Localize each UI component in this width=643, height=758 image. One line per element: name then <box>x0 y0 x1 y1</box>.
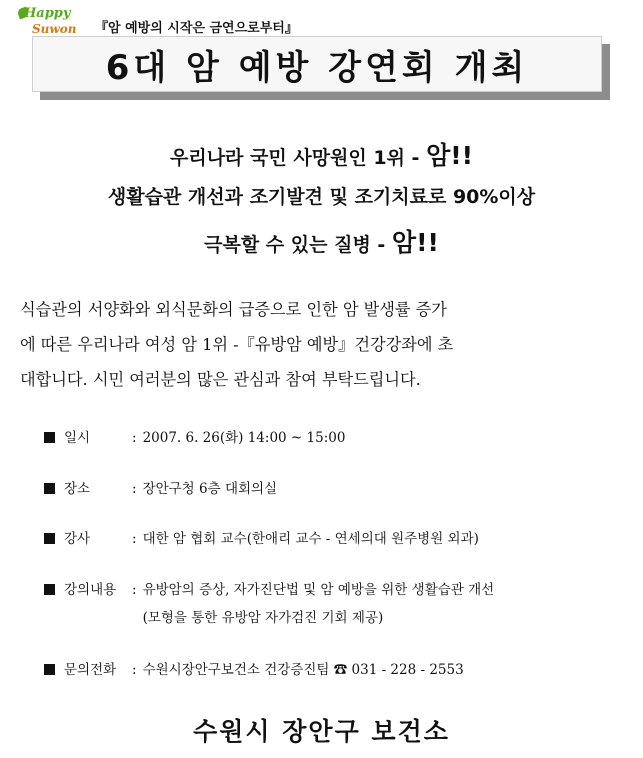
square-bullet-icon <box>44 584 55 595</box>
square-bullet-icon <box>44 483 55 494</box>
info-place-row <box>44 479 277 499</box>
info-contact-value: 수원시장안구보건소 건강증진팀 ☎ 031 - 228 - 2553 <box>142 662 464 678</box>
intro-line-1: 식습관의 서양화와 외식문화의 급증으로 인한 암 발생률 증가 <box>20 300 447 319</box>
happy-suwon-logo <box>18 6 77 40</box>
info-speaker-row <box>44 529 479 549</box>
info-colon: : <box>132 662 137 678</box>
info-colon: : <box>132 582 137 598</box>
info-date-value: 2007. 6. 26(화) 14:00 ~ 15:00 <box>142 430 346 446</box>
headline-1-text: 우리나라 국민 사망원인 1위 - <box>169 147 427 169</box>
title-box <box>32 36 602 92</box>
info-place-value: 장안구청 6층 대회의실 <box>142 481 278 497</box>
info-contact-label: 문의전화 <box>64 662 117 678</box>
info-content-row <box>44 580 494 628</box>
info-content-values <box>143 580 495 628</box>
info-content-label: 강의내용 <box>64 582 117 598</box>
info-date-label: 일시 <box>64 430 91 446</box>
headline-3 <box>0 223 643 259</box>
info-contact-row <box>44 660 464 680</box>
info-colon: : <box>132 531 137 547</box>
logo-suwon-text: Suwon <box>32 22 77 36</box>
title-banner <box>32 36 610 100</box>
page-title: 6대 암 예방 강연회 개최 <box>105 47 529 88</box>
headline-3-emphasis: 암!! <box>391 228 439 257</box>
logo-happy-text: Happy <box>24 6 71 21</box>
info-colon: : <box>132 430 137 446</box>
headline-2 <box>0 182 643 209</box>
intro-paragraph <box>20 292 625 397</box>
info-speaker-label: 강사 <box>64 531 91 547</box>
organization-footer: 수원시 장안구 보건소 <box>193 717 450 746</box>
info-speaker-value: 대한 암 협회 교수(한애리 교수 - 연세의대 원주병원 외과) <box>142 531 479 547</box>
square-bullet-icon <box>44 533 55 544</box>
square-bullet-icon <box>44 664 55 675</box>
info-content-value-1: 유방암의 증상, 자가진단법 및 암 예방을 위한 생활습관 개선 <box>142 582 495 598</box>
slogan: 『암 예방의 시작은 금연으로부터』 <box>95 21 298 36</box>
intro-line-2: 에 따른 우리나라 여성 암 1위 -『유방암 예방』건강강좌에 초 <box>20 335 454 354</box>
headline-1-emphasis: 암!! <box>426 141 474 170</box>
info-colon: : <box>132 481 137 497</box>
headline-1 <box>0 136 643 172</box>
info-content-value-2: (모형을 통한 유방암 자가검진 기회 제공) <box>142 610 384 626</box>
square-bullet-icon <box>44 432 55 443</box>
info-date-row <box>44 428 345 448</box>
intro-line-3: 대합니다. 시민 여러분의 많은 관심과 참여 부탁드립니다. <box>20 370 421 389</box>
headline-2-text: 생활습관 개선과 조기발견 및 조기치료로 90%이상 <box>107 186 536 208</box>
info-place-label: 장소 <box>64 481 91 497</box>
headline-3-text: 극복할 수 있는 질병 - <box>204 234 392 256</box>
